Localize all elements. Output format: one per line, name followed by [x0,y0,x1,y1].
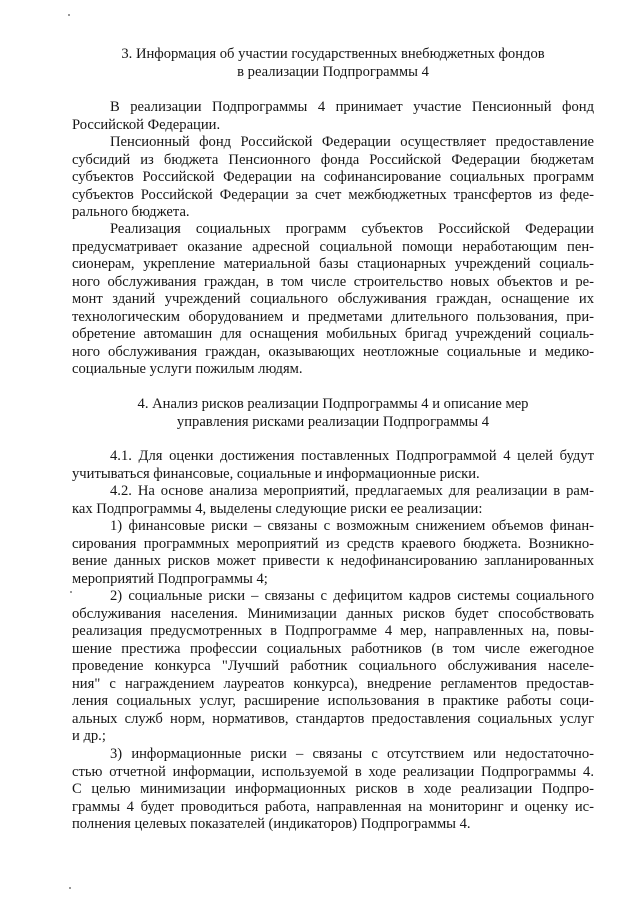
text-line: 4.1. Для оценки достижения поставленных Подпрограммой 4 целей будут [110,448,594,464]
text-line: 1) финансовые риски – связаны с возможным снижением объемов финан- [110,518,594,534]
text-line: обслуживания населения. Минимизации данных рисков будет способствовать [72,605,594,622]
section-4-heading-line-2: управления рисками реализации Подпрограммы 4 [176,413,490,430]
text-line: ного обслуживания граждан, оказывающих неотложные социальные и медико- [72,343,594,360]
text-line: учитываться финансовые, социальные и информационные риски. [72,465,480,482]
text-line: 2) социальные риски – связаны с дефицитом кадров системы социального [110,588,594,604]
scan-mark [69,887,71,889]
text-line: обретение автомашин для оснащения мобильных бригад учреждений социаль- [72,326,594,343]
text-line: ления социальных услуг, расширение использования в практике работы соци- [72,693,594,710]
text-line: С целью минимизации информационных рисков в ходе реализации Подпро- [72,781,594,798]
text-line: ния" с награждением лауреатов конкурса), внедрение регламентов предостав- [72,675,594,692]
text-line: рального бюджета. [72,204,190,221]
information-risks-paragraph [72,746,594,834]
text-line: Реализация социальных программ субъектов Российской Федерации [110,221,594,237]
text-line: социальные услуги пожилым людям. [72,361,303,378]
text-line: субъектов Российской Федерации за счет межбюджетных трансфертов из феде- [72,186,594,203]
section-4-paragraph-2 [72,483,594,518]
text-line: и др.; [72,728,106,745]
section-3-paragraph-1 [72,99,594,134]
text-line: сирования программных мероприятий из средств краевого бюджета. Возникно- [72,535,594,552]
section-3-paragraph-2 [72,134,594,222]
scan-mark [70,591,72,593]
section-3-paragraph-3 [72,221,594,379]
text-line: ного обслуживания граждан, в том числе строительство новых объектов и ре- [72,273,594,290]
section-3-heading-line-2: в реализации Подпрограммы 4 [237,63,429,80]
text-line: ках Подпрограммы 4, выделены следующие риски ее реализации: [72,500,483,517]
text-line: мероприятий Подпрограммы 4; [72,570,268,587]
text-line: субъектов Российской Федерации на софинансирование социальных программ [72,169,594,186]
section-4-heading [72,396,594,431]
text-line: сионерам, укрепление материальной базы стационарных учреждений социаль- [72,256,594,273]
text-line: 4.2. На основе анализа мероприятий, предлагаемых для реализации в рам- [110,483,594,499]
section-4-paragraph-1 [72,448,594,483]
text-line: стью отчетной информации, используемой в ходе реализации Подпрограммы 4. [72,763,594,780]
text-line: реализация предусмотренных в Подпрограмме 4 мер, направленных на, повы- [72,623,594,640]
social-risks-paragraph [72,588,594,746]
section-3-heading [72,46,594,81]
text-line: граммы 4 будет проводиться работа, направленная на мониторинг и оценку ис- [72,798,594,815]
financial-risks-paragraph [72,518,594,588]
text-line: шение престижа профессии социальных работников (в том числе ежегодное [72,640,594,657]
text-line: полнения целевых показателей (индикаторов) Подпрограммы 4. [72,816,471,833]
text-line: альных служб норм, нормативов, стандартов предоставления социальных услуг [72,710,594,727]
text-line: предусматривает оказание адресной социальной помощи неработающим пен- [72,238,594,255]
text-line: Российской Федерации. [72,116,221,133]
text-line: технологическим оборудованием и предметами длительного пользования, при- [72,308,594,325]
text-line: вение данных рисков может привести к недофинансированию запланированных [72,553,594,570]
text-line: 3) информационные риски – связаны с отсутствием или недостаточно- [110,746,594,762]
section-3-heading-line-1: 3. Информация об участии государственных внебюджетных фондов [121,46,545,62]
text-line: монт зданий учреждений социального обслуживания граждан, оснащение их [72,291,594,308]
scan-mark [68,14,70,16]
section-4-heading-line-1: 4. Анализ рисков реализации Подпрограммы 4 и описание мер [137,396,529,412]
text-line: проведение конкурса "Лучший работник социального обслуживания населе- [72,658,594,675]
text-line: Пенсионный фонд Российской Федерации осуществляет предоставление [110,134,594,150]
text-line: субсидий из бюджета Пенсионного фонда Российской Федерации бюджетам [72,151,594,168]
text-line: В реализации Подпрограммы 4 принимает участие Пенсионный фонд [110,99,594,115]
